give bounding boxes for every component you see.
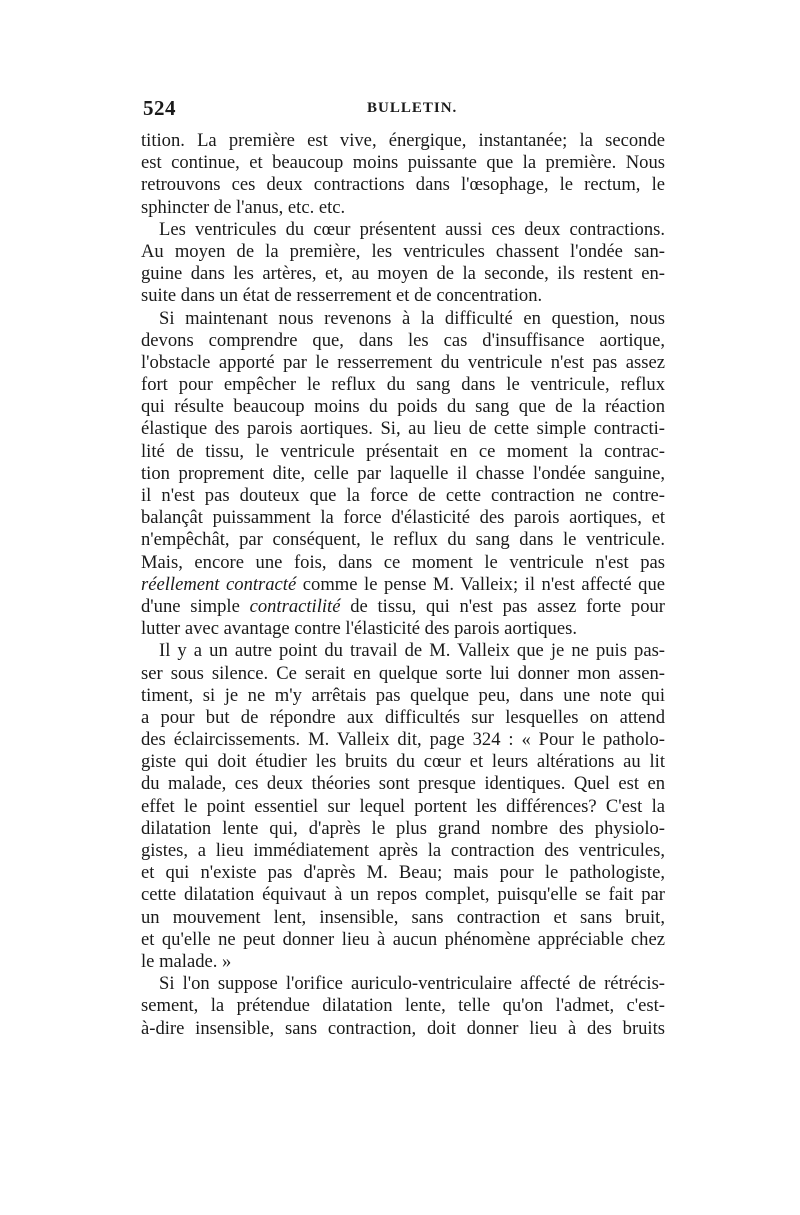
body-text	[141, 130, 665, 1040]
text-line: Mais, encore une fois, dans ce moment le ventricule n'est pas	[141, 551, 665, 573]
text-line: cette dilatation équivaut à un repos complet, puisqu'elle se fait par	[141, 884, 665, 906]
text-line: sement, la prétendue dilatation lente, telle qu'on l'admet, c'est-	[141, 995, 665, 1017]
text-line: fort pour empêcher le reflux du sang dans le ventricule, reflux	[141, 374, 665, 396]
text-line: gistes, a lieu immédiatement après la contraction des ventricules,	[141, 840, 665, 861]
text-line: tition. La première est vive, énergique, instantanée; la seconde	[141, 130, 665, 151]
text-line: n'empêchât, par conséquent, le reflux du sang dans le ventricule.	[141, 529, 665, 551]
text-line: balançât puissamment la force d'élasticité des parois aortiques, et	[141, 507, 665, 529]
text-run: comme le pense M. Valleix; il n'est affecté que	[296, 573, 665, 595]
text-line: suite dans un état de resserrement et de concentration.	[141, 285, 543, 307]
text-line: lité de tissu, le ventricule présentait en ce moment la contrac-	[141, 440, 665, 462]
text-line: guine dans les artères, et, au moyen de la seconde, ils restent en-	[141, 263, 665, 285]
text-line: effet le point essentiel sur lequel portent les différences? C'est la	[141, 795, 665, 817]
text-line: l'obstacle apporté par le resserrement du ventricule n'est pas assez	[141, 351, 665, 373]
text-line: retrouvons ces deux contractions dans l'œsophage, le rectum, le	[141, 174, 665, 196]
text-line: des éclaircissements. M. Valleix dit, page 324 : « Pour le patholo-	[141, 729, 665, 751]
text-line: devons comprendre que, dans les cas d'insuffisance aortique,	[141, 329, 665, 351]
text-line: a pour but de répondre aux difficultés sur lesquelles on attend	[141, 706, 665, 728]
text-line: le malade. »	[141, 950, 232, 972]
text-line	[141, 574, 665, 596]
text-line: dilatation lente qui, d'après le plus grand nombre des physiolo-	[141, 817, 665, 839]
text-line: et qu'elle ne peut donner lieu à aucun phénomène appréciable chez	[141, 928, 665, 950]
text-line: Les ventricules du cœur présentent aussi ces deux contractions.	[159, 218, 665, 240]
text-line	[141, 596, 665, 618]
text-line: Si maintenant nous revenons à la difficulté en question, nous	[159, 307, 665, 329]
page-number: 524	[143, 96, 176, 120]
text-line: Au moyen de la première, les ventricules chassent l'ondée san-	[141, 240, 665, 262]
text-line: qui résulte beaucoup moins du poids du sang que de la réaction	[141, 396, 665, 418]
text-line: tion proprement dite, celle par laquelle il chasse l'ondée sanguine,	[141, 462, 665, 484]
text-line: il n'est pas douteux que la force de cette contraction ne contre-	[141, 485, 665, 506]
running-title: BULLETIN.	[367, 100, 458, 116]
text-run: de tissu, qui n'est pas assez forte pour	[340, 595, 665, 617]
text-line: lutter avec avantage contre l'élasticité des parois aortiques.	[141, 618, 577, 640]
page-header	[143, 96, 663, 126]
text-line: un mouvement lent, insensible, sans contraction et sans bruit,	[141, 906, 665, 928]
text-line: est continue, et beaucoup moins puissante que la première. Nous	[141, 152, 665, 174]
text-line: à-dire insensible, sans contraction, doit donner lieu à des bruits	[141, 1017, 665, 1039]
text-run: d'une simple	[141, 595, 250, 617]
text-line: giste qui doit étudier les bruits du cœur et leurs altérations au lit	[141, 751, 665, 773]
text-line: Il y a un autre point du travail de M. Valleix que je ne puis pas-	[159, 640, 665, 662]
text-line: sphincter de l'anus, etc. etc.	[141, 196, 346, 218]
text-line: Si l'on suppose l'orifice auriculo-ventriculaire affecté de rétrécis-	[159, 973, 665, 995]
text-line: timent, si je ne m'y arrêtais pas quelque peu, dans une note qui	[141, 684, 665, 706]
italic-phrase: réellement contracté	[141, 573, 297, 595]
text-line: et qui n'existe pas d'après M. Beau; mais pour le pathologiste,	[141, 862, 665, 884]
text-line: élastique des parois aortiques. Si, au lieu de cette simple contracti-	[141, 418, 665, 440]
text-line: ser sous silence. Ce serait en quelque sorte lui donner mon assen-	[141, 662, 665, 684]
italic-phrase: contractilité	[249, 595, 341, 617]
text-line: du malade, ces deux théories sont presque identiques. Quel est en	[141, 773, 665, 795]
